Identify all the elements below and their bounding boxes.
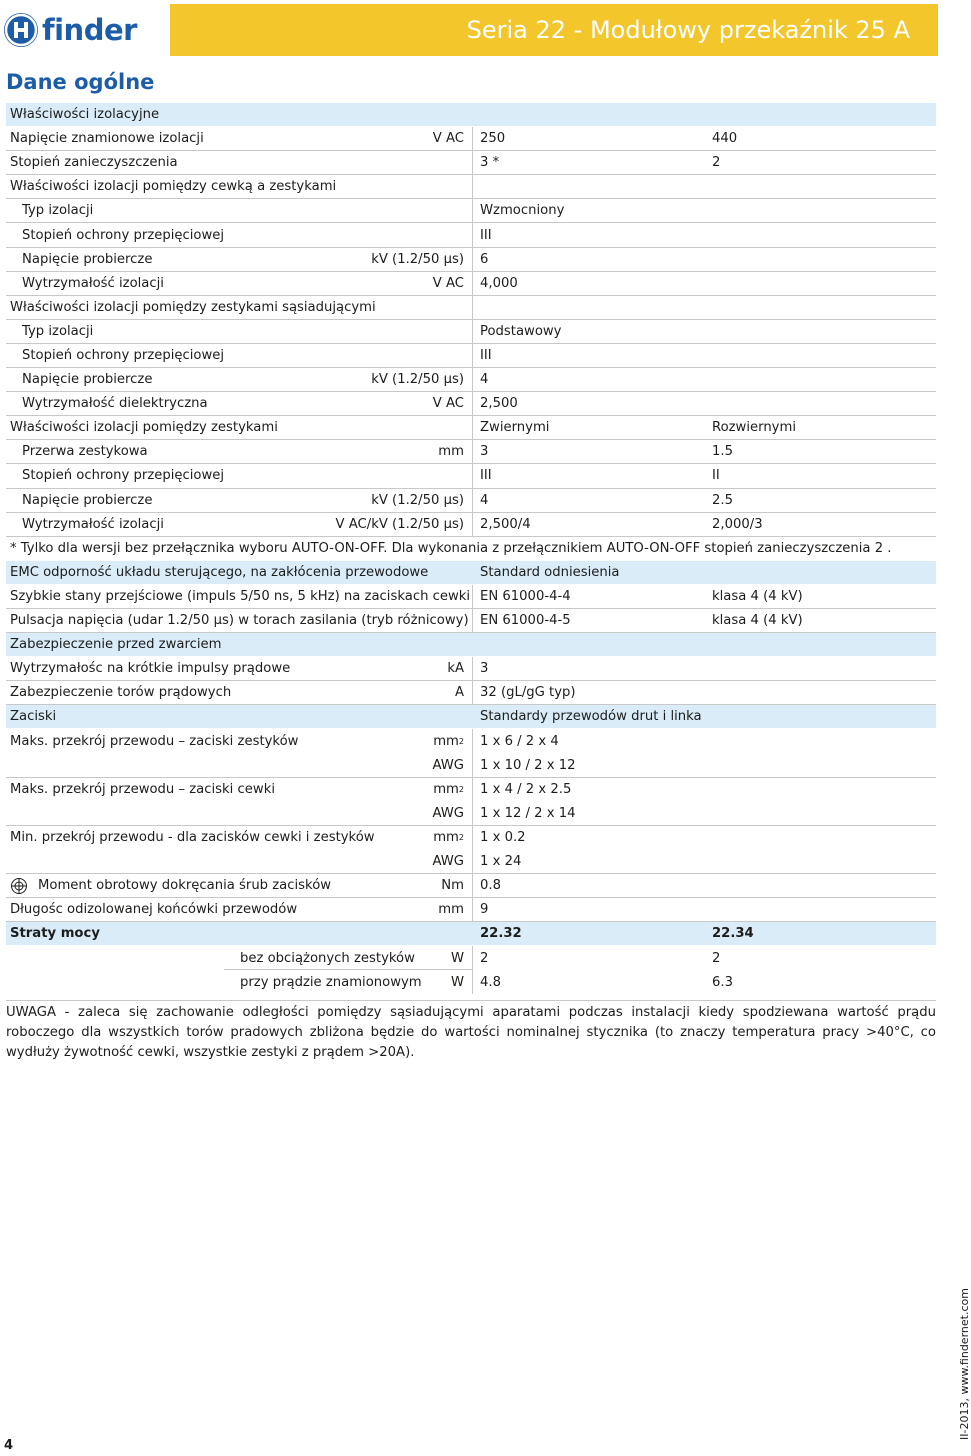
row-label: przy prądzie znamionowym [240,974,422,990]
row-unit: mm [438,444,464,460]
row-label: Napięcie znamionowe izolacji [10,131,204,147]
table-row [6,464,936,488]
row-value-2: klasa 4 (4 kV) [712,588,803,604]
table-row [6,874,936,898]
row-value-1: Standardy przewodów drut i linka [480,709,702,725]
row-label: Stopień zanieczyszczenia [10,155,178,171]
table-row [6,103,936,127]
row-value-1: 2,500/4 [480,516,531,532]
row-label: Szybkie stany przejściowe (impuls 5/50 ns, 5 kHz) na zaciskach cewki [10,588,471,604]
edition-footer: II-2013, www.findernet.com [958,1288,971,1440]
row-value-2: II [712,468,720,484]
row-value-1: 9 [480,902,489,918]
row-value-1: 4.8 [480,974,501,990]
table-row [6,970,936,994]
row-unit: mm 2 [433,830,464,846]
row-unit: V AC [432,131,464,147]
row-label: Zabezpieczenie torów prądowych [10,685,232,701]
table-row [6,223,936,247]
row-label: Właściwości izolacyjne [10,107,160,123]
table-row [6,802,936,826]
row-unit: mm 2 [433,782,464,798]
table-row [6,585,936,609]
table-row [6,368,936,392]
row-label: Zabezpieczenie przed zwarciem [10,637,222,653]
table-row [6,151,936,175]
table-row [6,657,936,681]
logo-wordmark: finder [42,13,137,47]
row-value-1: 4 [480,492,489,508]
row-unit: A [454,685,464,701]
row-value-2: Rozwiernymi [712,420,796,436]
row-value-1: 1 x 6 / 2 x 4 [480,733,559,749]
row-value-1: 1 x 24 [480,853,522,869]
row-label: Długośc odizolowanej końcówki przewodów [10,902,298,918]
table-row [6,898,936,922]
row-value-2: 440 [712,131,738,147]
row-unit: kV (1.2/50 µs) [371,372,464,388]
row-value-1: 1 x 10 / 2 x 12 [480,757,576,773]
table-row [6,826,936,850]
row-value-1: Podstawowy [480,323,562,339]
row-unit: AWG [432,853,464,869]
row-label: Stopień ochrony przepięciowej [22,468,225,484]
row-label: Wytrzymałość izolacji [22,516,164,532]
row-unit: AWG [432,805,464,821]
row-unit: AWG [432,757,464,773]
row-value-1: EN 61000-4-5 [480,613,571,629]
row-value-1: 0.8 [480,878,501,894]
table-row [6,416,936,440]
finder-logo [4,12,137,48]
page-number: 4 [4,1438,14,1453]
table-row [6,392,936,416]
row-value-1: III [480,468,492,484]
row-label: EMC odporność układu sterującego, na zakłócenia przewodowe [10,564,429,580]
row-label: Zaciski [10,709,57,725]
row-value-1: 3 * [480,155,500,171]
row-label: Właściwości izolacji pomiędzy zestykami sąsiadującymi [10,299,376,315]
row-unit: mm [438,902,464,918]
row-label: Napięcie probiercze [22,251,153,267]
row-unit: W [450,974,464,990]
row-value-2: 1.5 [712,444,733,460]
row-unit: W [450,950,464,966]
row-value-1: 250 [480,131,506,147]
row-unit: kV (1.2/50 µs) [371,251,464,267]
series-title-banner [170,4,938,56]
row-value-1: Wzmocniony [480,203,565,219]
table-row [6,681,936,705]
row-value-1: 3 [480,444,489,460]
row-value-1: Zwiernymi [480,420,550,436]
table-row [6,633,936,657]
row-value-1: III [480,347,492,363]
row-label: Wytrzymałość dielektryczna [22,396,208,412]
row-label: Typ izolacji [22,203,94,219]
table-row [6,922,936,946]
table-row [6,609,936,633]
row-label: Wytrzymałość izolacji [22,275,164,291]
row-value-1: 1 x 12 / 2 x 14 [480,805,576,821]
spec-table [6,103,936,994]
row-value-1: 2,500 [480,396,518,412]
row-label: Pulsacja napięcia (udar 1.2/50 µs) w torach zasilania (tryb różnicowy) [10,613,469,629]
row-value-2: 2,000/3 [712,516,763,532]
row-label: Właściwości izolacji pomiędzy zestykami [10,420,278,436]
row-label: Moment obrotowy dokręcania śrub zacisków [10,874,331,897]
row-value-1: Standard odniesienia [480,564,620,580]
row-label: Stopień ochrony przepięciowej [22,347,225,363]
row-label: Maks. przekrój przewodu – zaciski zestyków [10,733,299,749]
row-value-1: 1 x 0.2 [480,830,526,846]
row-label: Min. przekrój przewodu - dla zacisków cewki i zestyków [10,830,375,846]
row-value-2: 6.3 [712,974,733,990]
row-unit: mm 2 [433,733,464,749]
row-value-1: 4 [480,372,489,388]
table-row [6,489,936,513]
table-row [6,440,936,464]
table-row [6,850,936,874]
row-label: Stopień ochrony przepięciowej [22,227,225,243]
row-value-2: 2 [712,950,721,966]
row-label: Wytrzymałośc na krótkie impulsy prądowe [10,661,291,677]
table-row [6,127,936,151]
row-value-2: klasa 4 (4 kV) [712,613,803,629]
row-label: Straty mocy [10,926,100,942]
table-row [6,705,936,729]
row-label: Maks. przekrój przewodu – zaciski cewki [10,782,275,798]
row-value-1: III [480,227,492,243]
row-value-1: EN 61000-4-4 [480,588,571,604]
table-row [6,561,936,585]
row-label: Napięcie probiercze [22,372,153,388]
table-row [6,754,936,778]
row-label: Napięcie probiercze [22,492,153,508]
row-label: Właściwości izolacji pomiędzy cewką a zestykami [10,179,337,195]
footnote-row [6,537,936,561]
footnote: * Tylko dla wersji bez przełącznika wyboru AUTO-ON-OFF. Dla wykonania z przełącznikiem AUTO-ON-OFF stopień zanieczyszczenia 2 . [10,541,892,557]
row-unit: V AC/kV (1.2/50 µs) [335,516,464,532]
row-unit: kA [447,661,464,677]
table-row [6,175,936,199]
table-row [6,320,936,344]
row-value-1: 6 [480,251,489,267]
table-row [6,272,936,296]
row-value-1: 32 (gL/gG typ) [480,685,576,701]
row-unit: V AC [432,396,464,412]
row-label: Przerwa zestykowa [22,444,148,460]
row-value-2: 2.5 [712,492,733,508]
warning-note: UWAGA - zaleca się zachowanie odległości pomiędzy sąsiadującymi aparatami podczas instalacji kiedy spodziewana wartość prądu roboczego dla wszystkich torów pradowych zbliżona będzie do wartości nominalnej stycznika (to znaczy temperatura pracy >40°C, co wydłuży żywotność cewki, wszystkie zestyki z prądem >20A). [6,1000,936,1063]
section-title: Dane ogólne [6,70,155,94]
table-row [6,296,936,320]
row-value-1: 1 x 4 / 2 x 2.5 [480,782,572,798]
table-row [6,729,936,753]
row-value-1: 4,000 [480,275,518,291]
row-label: bez obciążonych zestyków [240,950,415,966]
table-row [6,778,936,802]
page-header [0,0,960,58]
row-value-1: 3 [480,661,489,677]
row-value-1: 2 [480,950,489,966]
finder-logo-icon [4,13,38,47]
table-row [6,344,936,368]
screwdriver-torque-icon [10,877,28,895]
table-row [6,199,936,223]
table-row [6,513,936,537]
table-row [6,248,936,272]
row-label: Typ izolacji [22,323,94,339]
row-unit: kV (1.2/50 µs) [371,492,464,508]
row-value-2: 2 [712,155,721,171]
series-title: Seria 22 - Modułowy przekaźnik 25 A [466,16,910,44]
row-unit: V AC [432,275,464,291]
row-unit: Nm [441,878,464,894]
row-value-2: 22.34 [712,926,754,942]
row-value-1: 22.32 [480,926,522,942]
table-row [6,946,936,970]
